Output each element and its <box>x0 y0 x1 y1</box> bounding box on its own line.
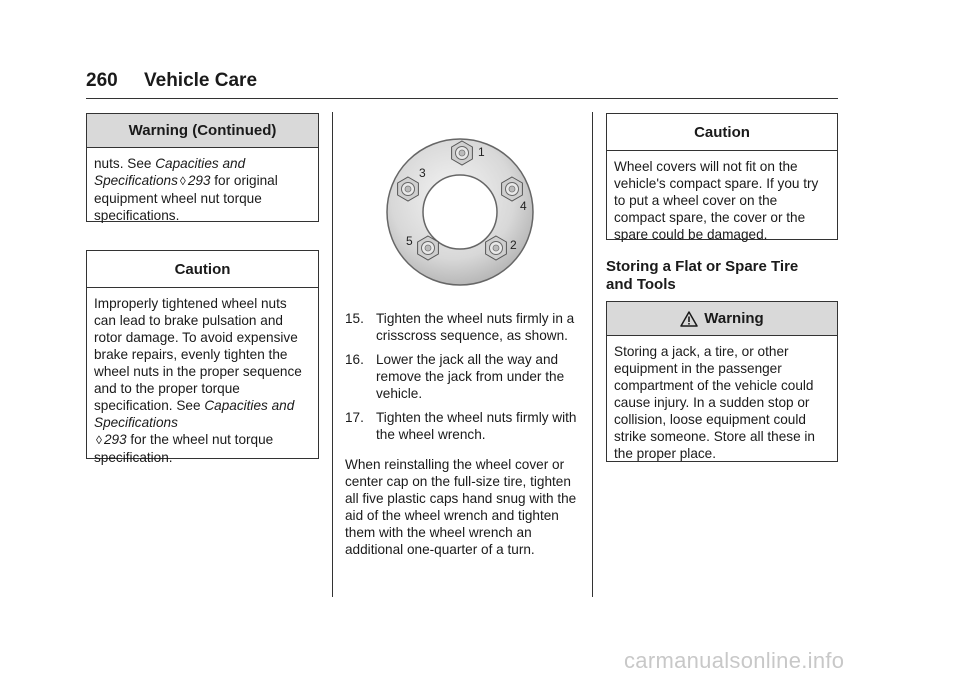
page-header <box>86 70 257 92</box>
warning-title-right <box>607 302 837 336</box>
step-item <box>345 310 580 344</box>
caution-body-left <box>87 288 318 474</box>
caution-text-end: for the wheel nut torque specification. <box>94 432 274 465</box>
warning-body-right: Storing a jack, a tire, or other equipment in the passenger compartment of the vehicle could cause injury. In a sudden stop or collision, loose equipment could strike someone. Store all these in the proper place. <box>614 344 815 461</box>
step-number: 17. <box>345 410 364 425</box>
capacities-link[interactable]: Capacities and Specifications <box>94 156 246 188</box>
storing-section-title: Storing a Flat or Spare Tire and Tools <box>606 258 799 293</box>
warning-text-end: for original equipment wheel nut torque specifications. <box>94 173 278 223</box>
wheel-nut-sequence-diagram <box>380 132 540 288</box>
column-divider-left <box>332 112 333 597</box>
warning-box-right <box>606 301 838 462</box>
step-text: Tighten the wheel nuts firmly with the wheel wrench. <box>376 410 577 442</box>
warning-continued-title: Warning (Continued) <box>87 114 318 148</box>
caution-box-left <box>86 250 319 465</box>
nut-label-5: 5 <box>406 234 413 248</box>
page-ref-icon: ◊ <box>96 433 102 447</box>
step-text: Lower the jack all the way and remove the jack from under the vehicle. <box>376 352 565 401</box>
caution-body-right: Wheel covers will not fit on the vehicle's compact spare. If you try to put a wheel cover on the compact spare, the cover or the spare could be damaged. <box>614 159 819 242</box>
warning-continued-box <box>86 113 319 222</box>
page-ref-number[interactable]: 293 <box>103 432 127 447</box>
warning-text-start: nuts. See <box>94 156 156 171</box>
caution-text-start: Improperly tightened wheel nuts can lead to brake pulsation and rotor damage. To avoid expensive brake repairs, evenly tighten the wheel nuts in the proper sequence and to the proper torque specification. See <box>94 296 302 413</box>
section-title: Vehicle Care <box>144 70 258 91</box>
warning-title-text: Warning <box>704 310 764 327</box>
hub-center-hole <box>423 175 497 249</box>
nut-label-3: 3 <box>419 166 426 180</box>
warning-continued-body <box>87 148 318 232</box>
caution-box-right <box>606 113 838 240</box>
column-divider-right <box>592 112 593 597</box>
nut-label-4: 4 <box>520 199 527 213</box>
header-rule <box>86 98 838 99</box>
steps-list <box>345 310 580 450</box>
page-ref-number[interactable]: 293 <box>187 173 211 188</box>
step-number: 15. <box>345 311 364 326</box>
page-number: 260 <box>86 70 118 91</box>
step-item <box>345 351 580 402</box>
step-item <box>345 409 580 443</box>
reinstall-paragraph: When reinstalling the wheel cover or center cap on the full-size tire, tighten all five plastic caps hand snug with the aid of the wheel wrench and tighten them with the wheel wrench an additional one-quarter of a turn. <box>345 457 577 557</box>
capacities-link[interactable]: Capacities and Specifications <box>94 398 295 430</box>
caution-title-right: Caution <box>607 114 837 151</box>
nut-label-2: 2 <box>510 238 517 252</box>
warning-triangle-icon <box>680 311 698 327</box>
step-number: 16. <box>345 352 364 367</box>
step-text: Tighten the wheel nuts firmly in a crisscross sequence, as shown. <box>376 311 575 343</box>
caution-title-left: Caution <box>87 251 318 288</box>
page-ref-icon: ◊ <box>179 174 186 188</box>
watermark: carmanualsonline.info <box>624 648 845 673</box>
nut-label-1: 1 <box>478 145 485 159</box>
